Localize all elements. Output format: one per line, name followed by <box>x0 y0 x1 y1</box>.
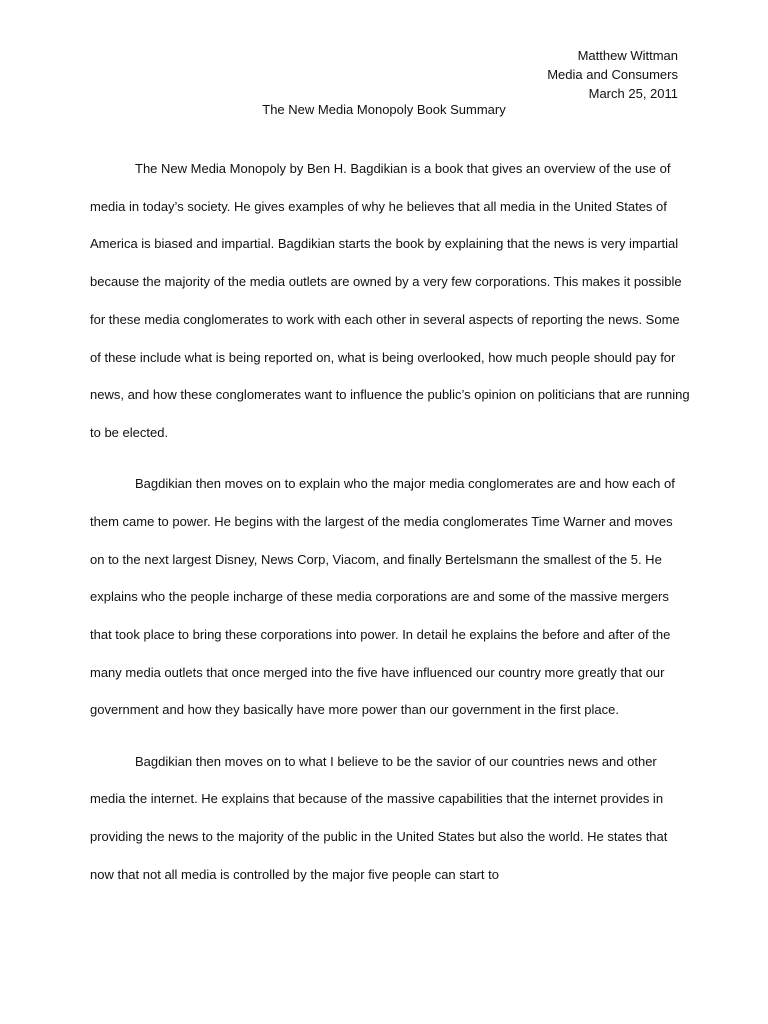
paragraph-3: Bagdikian then moves on to what I believe to be the savior of our countries news and other media the internet. He explains that because of the massive capabilities that the internet provides in providing the news to the majority of the public in the United States but also the world. He states that now that not all media is controlled by the major five people can start to <box>90 753 668 882</box>
document-body <box>90 150 690 907</box>
header-block <box>547 46 678 103</box>
course-name: Media and Consumers <box>547 67 678 82</box>
document-date: March 25, 2011 <box>588 86 678 101</box>
author-name: Matthew Wittman <box>577 48 678 63</box>
document-title: The New Media Monopoly Book Summary <box>262 102 506 117</box>
paragraph-2: Bagdikian then moves on to explain who the major media conglomerates are and how each of them came to power. He begins with the largest of the media conglomerates Time Warner and moves on to the next largest Disney, News Corp, Viacom, and finally Bertelsmann the smallest of the 5. He explains who the people incharge of these media corporations are and some of the massive mergers that took place to bring these corporations into power. In detail he explains the before and after of the many media outlets that once merged into the five have influenced our country more greatly that our government and how they basically have more power than our government in the first place. <box>90 476 675 718</box>
paragraph-1: The New Media Monopoly by Ben H. Bagdikian is a book that gives an overview of the use of media in today’s society. He gives examples of why he believes that all media in the United States of America is biased and impartial. Bagdikian starts the book by explaining that the news is very impartial because the majority of the media outlets are owned by a very few corporations. This makes it possible for these media conglomerates to work with each other in several aspects of reporting the news. Some of these include what is being reported on, what is being overlooked, how much people should pay for news, and how these conglomerates want to influence the public’s opinion on politicians that are running to be elected. <box>90 161 690 440</box>
